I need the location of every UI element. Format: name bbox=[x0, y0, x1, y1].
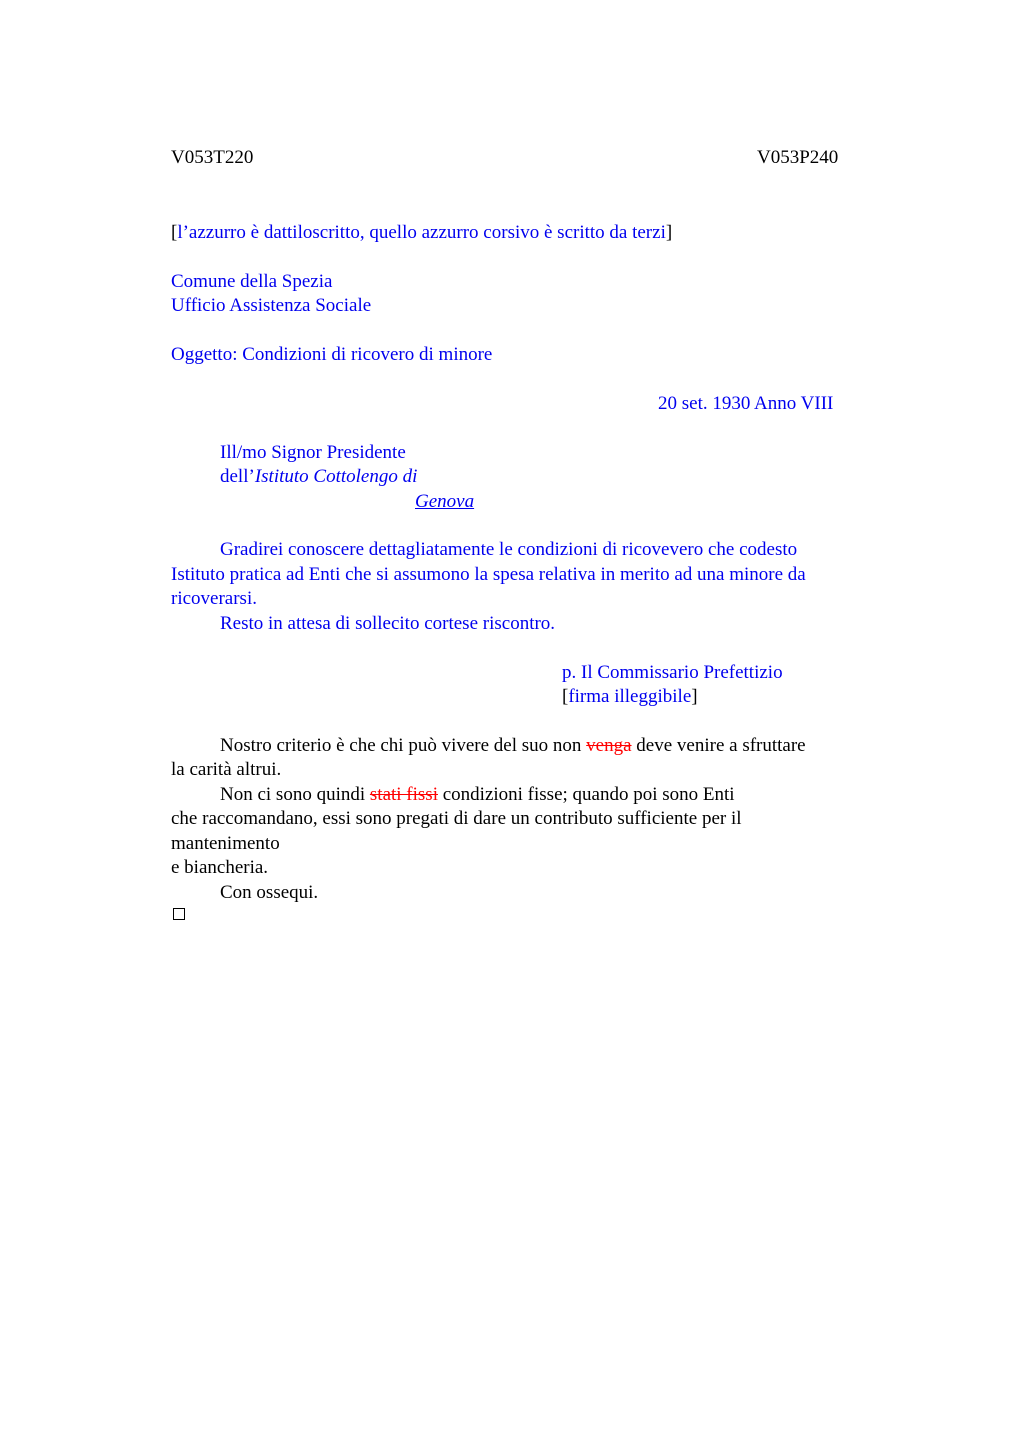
reply-para2-line4: e biancheria. bbox=[171, 857, 269, 878]
reply-p1-before: Nostro criterio è che chi può vivere del suo non bbox=[220, 735, 587, 756]
signature-line-1: p. Il Commissario Prefettizio bbox=[562, 662, 783, 683]
note-close-bracket: ] bbox=[665, 222, 673, 243]
body-para1-line2: Istituto pratica ad Enti che si assumono la spesa relativa in merito ad una minore da bbox=[171, 564, 806, 585]
reply-p2-before: Non ci sono quindi bbox=[220, 784, 370, 805]
reply-closing: Con ossequi. bbox=[220, 882, 319, 903]
recipient-line-1: Ill/mo Signor Presidente bbox=[220, 442, 406, 463]
note-open-bracket: [ bbox=[171, 222, 178, 243]
letter-date: 20 set. 1930 Anno VIII bbox=[658, 393, 834, 414]
body-para1-line3: ricoverarsi. bbox=[171, 588, 257, 609]
sender-line-1: Comune della Spezia bbox=[171, 271, 333, 292]
recipient-line-2 bbox=[220, 465, 417, 489]
transcription-note bbox=[171, 221, 672, 245]
header-right-code: V053P240 bbox=[757, 147, 839, 168]
note-text: l’azzurro è dattiloscritto, quello azzurro corsivo è scritto da terzi bbox=[177, 222, 666, 243]
signature-text: firma illeggibile bbox=[568, 686, 692, 707]
reply-para2-line2: che raccomandano, essi sono pregati di dare un contributo sufficiente per il bbox=[171, 808, 742, 829]
reply-para1-line1 bbox=[220, 734, 806, 758]
signature-close-bracket: ] bbox=[691, 686, 698, 707]
reply-p1-struck: venga bbox=[586, 735, 632, 756]
body-para1-line1: Gradirei conoscere dettagliatamente le condizioni di ricovevero che codesto bbox=[220, 539, 798, 560]
reply-para1-line2: la carità altrui. bbox=[171, 759, 282, 780]
reply-para2-line1 bbox=[220, 783, 735, 807]
checkbox-square-icon bbox=[173, 908, 185, 920]
recipient-prefix: dell’ bbox=[220, 466, 255, 487]
signature-open-bracket: [ bbox=[562, 686, 569, 707]
sender-line-2: Ufficio Assistenza Sociale bbox=[171, 295, 372, 316]
recipient-institute: Istituto Cottolengo di bbox=[254, 466, 418, 487]
header-left-code: V053T220 bbox=[171, 147, 254, 168]
recipient-city: Genova bbox=[415, 491, 475, 512]
subject-line: Oggetto: Condizioni di ricovero di minore bbox=[171, 344, 493, 365]
signature-line-2 bbox=[562, 685, 698, 709]
reply-p2-struck: stati fissi bbox=[369, 784, 438, 805]
reply-p1-after: deve venire a sfruttare bbox=[631, 735, 806, 756]
reply-p2-after: condizioni fisse; quando poi sono Enti bbox=[437, 784, 735, 805]
body-para2: Resto in attesa di sollecito cortese riscontro. bbox=[220, 613, 556, 634]
reply-para2-line3: mantenimento bbox=[171, 833, 280, 854]
